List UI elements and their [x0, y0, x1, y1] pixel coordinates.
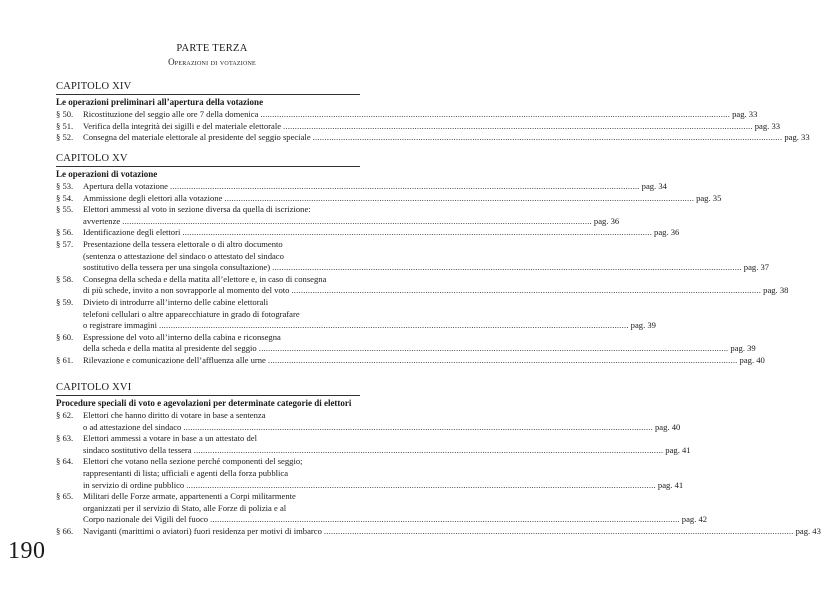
leader-dots: ........................................................................................................................................................................................................ — [224, 192, 695, 203]
page-reference: pag. 40 — [655, 421, 681, 432]
chapter-title: Procedure speciali di voto e agevolazioni per determinate categorie di elettori — [56, 398, 352, 408]
toc-entry[interactable] — [56, 109, 758, 121]
leader-dots: ........................................................................................................................................................................................................ — [186, 479, 656, 490]
section-number: § 61. — [56, 354, 74, 365]
toc-entry-line — [56, 433, 360, 445]
page-reference: pag. 37 — [743, 262, 770, 273]
toc-entry-line — [56, 514, 708, 526]
chapter-label: CAPITOLO XIV — [56, 80, 360, 95]
entry-last-line — [83, 227, 680, 239]
chapter-label: CAPITOLO XV — [56, 152, 360, 167]
toc-entry[interactable] — [56, 132, 810, 144]
toc-entry-line — [56, 332, 360, 344]
entry-last-line — [83, 421, 681, 434]
section-number: § 57. — [56, 238, 74, 249]
toc-entry-line — [56, 285, 789, 297]
section-number: § 64. — [56, 456, 74, 467]
page-reference: pag. 39 — [630, 320, 656, 331]
entry-text: Consegna del materiale elettorale al presidente del seggio speciale — [83, 132, 311, 143]
leader-dots: ........................................................................................................................................................................................................ — [291, 285, 762, 296]
chapter-title: Le operazioni di votazione — [56, 169, 158, 179]
entry-text: sindaco sostitutivo della tessera — [83, 444, 192, 455]
toc-entry-line — [56, 251, 360, 263]
leader-dots: ........................................................................................................................................................................................................ — [210, 514, 680, 525]
toc-entry-line — [56, 297, 360, 309]
leader-dots: ........................................................................................................................................................................................................ — [283, 120, 753, 131]
entry-text: Identificazione degli elettori — [83, 227, 181, 238]
toc-entry[interactable] — [56, 181, 667, 193]
toc-entry-line — [56, 109, 758, 121]
leader-dots: ........................................................................................................................................................................................................ — [158, 320, 629, 331]
entry-text: o ad attestazione del sindaco — [83, 421, 182, 432]
page-reference: pag. 35 — [696, 192, 722, 203]
page-reference: pag. 41 — [657, 479, 684, 490]
page-reference: pag. 38 — [763, 285, 789, 296]
section-number: § 53. — [56, 181, 74, 191]
leader-dots: ........................................................................................................................................................................................................ — [183, 421, 653, 432]
entry-last-line — [83, 262, 770, 274]
toc-entry-line — [56, 354, 765, 367]
chapter-label: CAPITOLO XVI — [56, 381, 360, 396]
entry-text: Consegna della scheda e della matita all’elettore e, in caso di consegna — [83, 273, 327, 284]
entry-text: Naviganti (marittimi o aviatori) fuori residenza per motivi di imbarco — [83, 525, 322, 536]
section-number: § 56. — [56, 227, 74, 238]
toc-entry-line — [56, 227, 680, 239]
chapter-xiv — [56, 80, 810, 144]
page-reference: pag. 33 — [754, 120, 781, 131]
toc-entry-line — [56, 204, 360, 216]
entry-last-line — [83, 285, 789, 297]
toc-entry-line — [56, 479, 684, 492]
toc-entry-line — [56, 525, 821, 538]
toc-entry-line — [56, 239, 360, 251]
entry-text: Elettori ammessi al voto in sezione diversa da quella di iscrizione: — [83, 204, 311, 215]
toc-entry-line — [56, 491, 360, 503]
section-number: § 50. — [56, 109, 74, 119]
entry-last-line — [83, 215, 620, 228]
toc-entry-line — [56, 468, 360, 480]
entry-last-line — [83, 192, 722, 205]
toc-entry-line — [56, 192, 722, 205]
part-title: PARTE TERZA — [176, 43, 248, 54]
toc-entry[interactable] — [56, 410, 681, 433]
toc-entry-line — [56, 120, 781, 133]
toc-entry-line — [56, 421, 681, 434]
page-reference: pag. 43 — [795, 525, 821, 536]
toc-entry-line — [56, 320, 656, 332]
entry-text: Apertura della votazione — [83, 181, 168, 191]
part-subtitle: Operazioni di votazione — [168, 57, 256, 67]
entry-text: della scheda e della matita al presidente del seggio — [83, 343, 257, 354]
section-number: § 51. — [56, 120, 74, 131]
entry-text: Ammissione degli elettori alla votazione — [83, 192, 223, 203]
page-reference: pag. 40 — [739, 354, 765, 365]
toc-entry[interactable] — [56, 525, 821, 538]
toc-entry[interactable] — [56, 456, 684, 491]
entry-text: Presentazione della tessera elettorale o di altro documento — [83, 238, 283, 249]
toc-entry[interactable] — [56, 238, 770, 274]
page-reference: pag. 36 — [654, 227, 680, 238]
entry-text: Espressione del voto all’interno della cabina e riconsegna — [83, 331, 281, 342]
page-reference: pag. 34 — [641, 181, 667, 191]
page-reference: pag. 39 — [730, 343, 756, 354]
entry-text: organizzati per il servizio di Stato, alle Forze di polizia e al — [83, 502, 287, 513]
chapter-xvi — [56, 381, 821, 538]
page-number: 190 — [8, 538, 46, 564]
entry-text: o registrare immagini — [83, 320, 157, 331]
entry-last-line — [83, 343, 756, 355]
entry-text: Ricostituzione del seggio alle ore 7 della domenica — [83, 109, 259, 119]
toc-entry[interactable] — [56, 354, 765, 367]
entry-last-line — [83, 444, 691, 457]
entry-text: in servizio di ordine pubblico — [83, 479, 185, 490]
entry-text: Elettori che hanno diritto di votare in base a sentenza — [83, 410, 266, 420]
section-number: § 54. — [56, 192, 74, 203]
entry-text: telefoni cellulari o altre apparecchiature in grado di fotografare — [83, 308, 300, 319]
toc-entry[interactable] — [56, 227, 680, 239]
toc-entry[interactable] — [56, 192, 722, 205]
section-number: § 63. — [56, 433, 74, 444]
toc-entry[interactable] — [56, 120, 781, 133]
toc-entry-line — [56, 262, 770, 274]
entry-text: Militari delle Forze armate, appartenenti a Corpi militarmente — [83, 491, 296, 502]
toc-entry[interactable] — [56, 433, 691, 456]
entry-text: avvertenze — [83, 215, 121, 226]
entry-last-line — [83, 514, 708, 526]
leader-dots: ........................................................................................................................................................................................................ — [267, 354, 738, 365]
entry-text: di più schede, invito a non sovrapporle al momento del voto — [83, 285, 290, 296]
entry-last-line — [83, 120, 781, 133]
entry-last-line — [83, 109, 758, 121]
toc-entry-line — [56, 215, 620, 228]
chapter-xv — [56, 152, 789, 367]
leader-dots: ........................................................................................................................................................................................................ — [312, 132, 783, 143]
page-reference: pag. 36 — [593, 215, 620, 226]
toc-entry-line — [56, 456, 360, 468]
leader-dots: ........................................................................................................................................................................................................ — [260, 109, 731, 119]
entry-text: sostitutivo della tessera per una singola consultazione) — [83, 262, 271, 273]
section-number: § 65. — [56, 491, 74, 502]
entry-last-line — [83, 132, 810, 144]
entry-text: (sentenza o attestazione del sindaco o attestato del sindaco — [83, 250, 284, 261]
toc-entry-line — [56, 274, 360, 286]
section-number: § 55. — [56, 204, 74, 215]
toc-entry[interactable] — [56, 331, 756, 355]
toc-entry-line — [56, 343, 756, 355]
section-number: § 59. — [56, 296, 74, 307]
toc-entry-line — [56, 410, 360, 422]
chapter-title: Le operazioni preliminari all’apertura della votazione — [56, 97, 264, 107]
section-number: § 52. — [56, 132, 74, 143]
leader-dots: ........................................................................................................................................................................................................ — [182, 227, 653, 238]
leader-dots: ........................................................................................................................................................................................................ — [258, 343, 729, 354]
section-number: § 66. — [56, 525, 74, 536]
entry-last-line — [83, 479, 684, 492]
entry-text: Corpo nazionale dei Vigili del fuoco — [83, 514, 209, 525]
entry-last-line — [83, 320, 656, 332]
page-reference: pag. 33 — [732, 109, 758, 119]
entry-text: Verifica della integrità dei sigilli e del materiale elettorale — [83, 120, 282, 131]
leader-dots: ........................................................................................................................................................................................................ — [122, 215, 592, 226]
entry-text: Rilevazione e comunicazione dell’affluenza alle urne — [83, 354, 266, 365]
section-number: § 62. — [56, 410, 74, 420]
section-number: § 58. — [56, 273, 74, 284]
entry-text: rappresentanti di lista; ufficiali e agenti della forza pubblica — [83, 467, 289, 478]
toc-entry-line — [56, 132, 810, 144]
toc-entry-line — [56, 503, 360, 515]
entry-text: Elettori che votano nella sezione perché componenti del seggio; — [83, 456, 303, 467]
leader-dots: ........................................................................................................................................................................................................ — [272, 262, 742, 273]
toc-entry-line — [56, 444, 691, 457]
entry-last-line — [83, 525, 821, 538]
section-number: § 60. — [56, 331, 74, 342]
leader-dots: ........................................................................................................................................................................................................ — [169, 181, 640, 191]
page-reference: pag. 42 — [681, 514, 708, 525]
leader-dots: ........................................................................................................................................................................................................ — [323, 525, 794, 536]
entry-last-line — [83, 181, 667, 193]
toc-entry-line — [56, 181, 667, 193]
toc-entry[interactable] — [56, 491, 708, 526]
toc-entry[interactable] — [56, 296, 656, 332]
toc-entry[interactable] — [56, 204, 620, 227]
entry-last-line — [83, 354, 765, 367]
page-reference: pag. 33 — [784, 132, 810, 143]
toc-entry[interactable] — [56, 273, 789, 297]
leader-dots: ........................................................................................................................................................................................................ — [193, 444, 664, 455]
entry-text: Elettori ammessi a votare in base a un attestato del — [83, 433, 257, 444]
page-reference: pag. 41 — [665, 444, 691, 455]
toc-entry-line — [56, 309, 360, 321]
entry-text: Divieto di introdurre all’interno delle cabine elettorali — [83, 296, 269, 307]
